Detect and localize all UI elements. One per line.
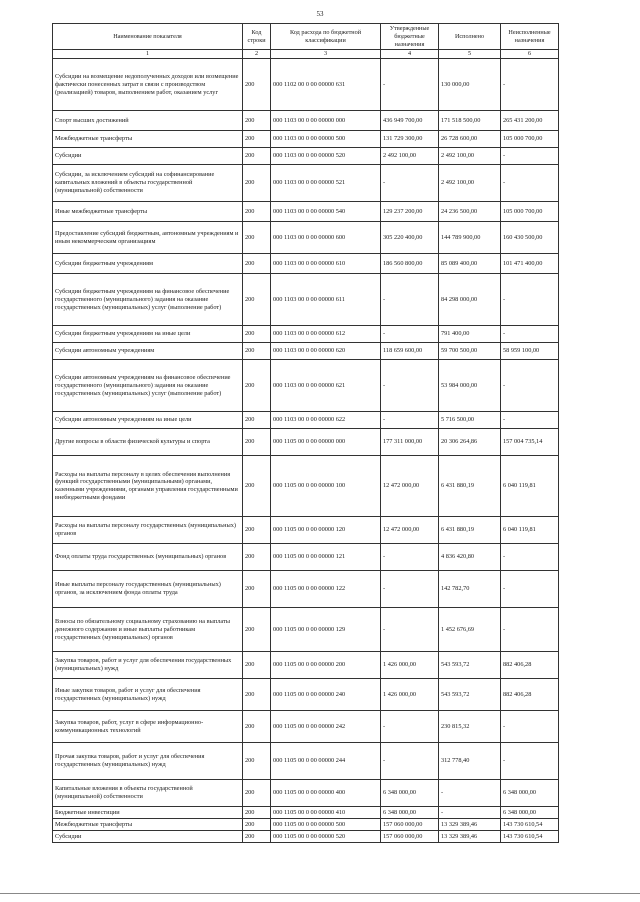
row-line-code-cell: 200 bbox=[243, 343, 271, 360]
row-expense-code-cell: 000 1105 00 0 00 00000 121 bbox=[271, 544, 381, 571]
row-expense-code-cell: 000 1103 00 0 00 00000 611 bbox=[271, 274, 381, 326]
row-unexecuted-cell: - bbox=[501, 59, 559, 111]
row-line-code-cell: 200 bbox=[243, 743, 271, 780]
column-number: 4 bbox=[381, 50, 439, 59]
row-name-cell: Субсидии bbox=[53, 831, 243, 843]
row-approved-cell: - bbox=[381, 165, 439, 202]
table-row bbox=[53, 343, 559, 360]
header-row bbox=[53, 24, 559, 50]
row-approved-cell: - bbox=[381, 608, 439, 652]
row-approved-cell: - bbox=[381, 274, 439, 326]
table-row bbox=[53, 679, 559, 711]
row-approved-cell: 12 472 000,00 bbox=[381, 456, 439, 517]
row-executed-cell: 26 728 600,00 bbox=[439, 131, 501, 148]
row-approved-cell: - bbox=[381, 571, 439, 608]
row-expense-code-cell: 000 1105 00 0 00 00000 400 bbox=[271, 780, 381, 807]
table-row bbox=[53, 360, 559, 412]
table-row bbox=[53, 831, 559, 843]
row-approved-cell: 1 426 000,00 bbox=[381, 652, 439, 679]
row-expense-code-cell: 000 1105 00 0 00 00000 000 bbox=[271, 429, 381, 456]
row-line-code-cell: 200 bbox=[243, 608, 271, 652]
row-name-cell: Субсидии автономным учреждениям на финансовое обеспечение государственного (муниципального) задания на оказание государственных (муниципальных) услуг (выполнение работ) bbox=[53, 360, 243, 412]
table-row bbox=[53, 148, 559, 165]
row-executed-cell: 84 298 000,00 bbox=[439, 274, 501, 326]
row-line-code-cell: 200 bbox=[243, 148, 271, 165]
row-approved-cell: - bbox=[381, 360, 439, 412]
row-expense-code-cell: 000 1105 00 0 00 00000 410 bbox=[271, 807, 381, 819]
row-executed-cell: 142 782,70 bbox=[439, 571, 501, 608]
column-number: 6 bbox=[501, 50, 559, 59]
row-line-code-cell: 200 bbox=[243, 571, 271, 608]
row-executed-cell: 171 518 500,00 bbox=[439, 111, 501, 131]
row-executed-cell: 2 492 100,00 bbox=[439, 148, 501, 165]
header-executed: Исполнено bbox=[439, 24, 501, 50]
row-expense-code-cell: 000 1103 00 0 00 00000 620 bbox=[271, 343, 381, 360]
row-expense-code-cell: 000 1105 00 0 00 00000 122 bbox=[271, 571, 381, 608]
column-number: 2 bbox=[243, 50, 271, 59]
row-line-code-cell: 200 bbox=[243, 456, 271, 517]
row-approved-cell: 177 311 000,00 bbox=[381, 429, 439, 456]
row-line-code-cell: 200 bbox=[243, 544, 271, 571]
row-executed-cell: 1 452 676,69 bbox=[439, 608, 501, 652]
row-line-code-cell: 200 bbox=[243, 360, 271, 412]
row-line-code-cell: 200 bbox=[243, 807, 271, 819]
row-expense-code-cell: 000 1105 00 0 00 00000 244 bbox=[271, 743, 381, 780]
row-line-code-cell: 200 bbox=[243, 254, 271, 274]
row-unexecuted-cell: - bbox=[501, 360, 559, 412]
header-unexecuted: Неисполненные назначения bbox=[501, 24, 559, 50]
row-unexecuted-cell: - bbox=[501, 544, 559, 571]
row-executed-cell: - bbox=[439, 780, 501, 807]
row-approved-cell: - bbox=[381, 711, 439, 743]
row-name-cell: Закупка товаров, работ и услуг для обеспечения государственных (муниципальных) нужд bbox=[53, 652, 243, 679]
row-approved-cell: - bbox=[381, 743, 439, 780]
row-name-cell: Иные выплаты персоналу государственных (муниципальных) органов, за исключением фонда оплаты труда bbox=[53, 571, 243, 608]
row-approved-cell: 6 348 000,00 bbox=[381, 780, 439, 807]
row-expense-code-cell: 000 1103 00 0 00 00000 000 bbox=[271, 111, 381, 131]
row-name-cell: Субсидии бюджетным учреждениям на финансовое обеспечение государственного (муниципального) задания на оказание государственных (муниципальных) услуг (выполнение работ) bbox=[53, 274, 243, 326]
table-row bbox=[53, 743, 559, 780]
row-unexecuted-cell: 6 348 000,00 bbox=[501, 807, 559, 819]
row-executed-cell: 59 700 500,00 bbox=[439, 343, 501, 360]
row-unexecuted-cell: - bbox=[501, 711, 559, 743]
row-approved-cell: 12 472 000,00 bbox=[381, 517, 439, 544]
row-unexecuted-cell: 157 004 735,14 bbox=[501, 429, 559, 456]
row-line-code-cell: 200 bbox=[243, 831, 271, 843]
row-unexecuted-cell: 160 430 500,00 bbox=[501, 222, 559, 254]
row-executed-cell: 2 492 100,00 bbox=[439, 165, 501, 202]
row-expense-code-cell: 000 1102 00 0 00 00000 631 bbox=[271, 59, 381, 111]
row-approved-cell: 186 560 800,00 bbox=[381, 254, 439, 274]
row-unexecuted-cell: 105 000 700,00 bbox=[501, 131, 559, 148]
table-row bbox=[53, 59, 559, 111]
table-row bbox=[53, 254, 559, 274]
row-name-cell: Субсидии bbox=[53, 148, 243, 165]
row-approved-cell: 129 237 200,00 bbox=[381, 202, 439, 222]
row-expense-code-cell: 000 1103 00 0 00 00000 622 bbox=[271, 412, 381, 429]
row-executed-cell: 6 431 880,19 bbox=[439, 517, 501, 544]
row-unexecuted-cell: - bbox=[501, 274, 559, 326]
row-unexecuted-cell: 143 730 610,54 bbox=[501, 831, 559, 843]
row-line-code-cell: 200 bbox=[243, 412, 271, 429]
row-executed-cell: 13 329 389,46 bbox=[439, 831, 501, 843]
row-unexecuted-cell: - bbox=[501, 743, 559, 780]
budget-execution-table bbox=[52, 23, 559, 843]
row-line-code-cell: 200 bbox=[243, 131, 271, 148]
row-name-cell: Предоставление субсидий бюджетным, автономным учреждениям и иным некоммерческим организациям bbox=[53, 222, 243, 254]
row-approved-cell: 305 220 400,00 bbox=[381, 222, 439, 254]
row-approved-cell: - bbox=[381, 544, 439, 571]
row-executed-cell: 6 431 880,19 bbox=[439, 456, 501, 517]
row-name-cell: Фонд оплаты труда государственных (муниципальных) органов bbox=[53, 544, 243, 571]
row-approved-cell: - bbox=[381, 326, 439, 343]
row-unexecuted-cell: 265 431 200,00 bbox=[501, 111, 559, 131]
row-approved-cell: 157 060 000,00 bbox=[381, 819, 439, 831]
table-row bbox=[53, 429, 559, 456]
row-unexecuted-cell: - bbox=[501, 326, 559, 343]
row-expense-code-cell: 000 1103 00 0 00 00000 520 bbox=[271, 148, 381, 165]
column-number: 3 bbox=[271, 50, 381, 59]
row-executed-cell: 85 089 400,00 bbox=[439, 254, 501, 274]
row-expense-code-cell: 000 1103 00 0 00 00000 521 bbox=[271, 165, 381, 202]
row-executed-cell: 24 236 500,00 bbox=[439, 202, 501, 222]
row-approved-cell: - bbox=[381, 412, 439, 429]
page-number: 53 bbox=[316, 10, 324, 18]
row-name-cell: Субсидии бюджетным учреждениям bbox=[53, 254, 243, 274]
row-approved-cell: 131 729 300,00 bbox=[381, 131, 439, 148]
row-unexecuted-cell: - bbox=[501, 165, 559, 202]
table-row bbox=[53, 131, 559, 148]
row-executed-cell: 13 329 389,46 bbox=[439, 819, 501, 831]
row-approved-cell: 157 060 000,00 bbox=[381, 831, 439, 843]
row-unexecuted-cell: 882 406,28 bbox=[501, 679, 559, 711]
row-expense-code-cell: 000 1105 00 0 00 00000 100 bbox=[271, 456, 381, 517]
row-line-code-cell: 200 bbox=[243, 711, 271, 743]
row-approved-cell: 6 348 000,00 bbox=[381, 807, 439, 819]
table-row bbox=[53, 780, 559, 807]
row-name-cell: Межбюджетные трансферты bbox=[53, 131, 243, 148]
row-unexecuted-cell: - bbox=[501, 148, 559, 165]
column-number: 1 bbox=[53, 50, 243, 59]
row-approved-cell: 1 426 000,00 bbox=[381, 679, 439, 711]
row-executed-cell: 312 778,40 bbox=[439, 743, 501, 780]
row-expense-code-cell: 000 1105 00 0 00 00000 240 bbox=[271, 679, 381, 711]
row-name-cell: Субсидии, за исключением субсидий на софинансирование капитальных вложений в объекты государственной (муниципальной) собственности bbox=[53, 165, 243, 202]
row-line-code-cell: 200 bbox=[243, 517, 271, 544]
row-unexecuted-cell: 6 040 119,81 bbox=[501, 517, 559, 544]
row-executed-cell: 4 836 420,80 bbox=[439, 544, 501, 571]
row-name-cell: Расходы на выплаты персоналу в целях обеспечения выполнения функций государственными (муниципальными) органами, казенными учреждениями, органами управления государственными внебюджетными фондами bbox=[53, 456, 243, 517]
row-approved-cell: 118 659 600,00 bbox=[381, 343, 439, 360]
row-expense-code-cell: 000 1105 00 0 00 00000 200 bbox=[271, 652, 381, 679]
row-unexecuted-cell: 882 406,28 bbox=[501, 652, 559, 679]
table-row bbox=[53, 202, 559, 222]
row-unexecuted-cell: 6 348 000,00 bbox=[501, 780, 559, 807]
row-expense-code-cell: 000 1103 00 0 00 00000 612 bbox=[271, 326, 381, 343]
row-approved-cell: 436 949 700,00 bbox=[381, 111, 439, 131]
header-indicator-name: Наименование показателя bbox=[53, 24, 243, 50]
row-approved-cell: - bbox=[381, 59, 439, 111]
row-line-code-cell: 200 bbox=[243, 652, 271, 679]
header-line-code: Код строки bbox=[243, 24, 271, 50]
row-line-code-cell: 200 bbox=[243, 326, 271, 343]
row-approved-cell: 2 492 100,00 bbox=[381, 148, 439, 165]
row-name-cell: Субсидии бюджетным учреждениям на иные цели bbox=[53, 326, 243, 343]
column-numbers-row bbox=[53, 50, 559, 59]
table-row bbox=[53, 711, 559, 743]
table-body bbox=[53, 59, 559, 843]
row-executed-cell: 230 815,32 bbox=[439, 711, 501, 743]
row-line-code-cell: 200 bbox=[243, 679, 271, 711]
row-name-cell: Бюджетные инвестиции bbox=[53, 807, 243, 819]
row-line-code-cell: 200 bbox=[243, 222, 271, 254]
table-row bbox=[53, 326, 559, 343]
row-unexecuted-cell: 105 000 700,00 bbox=[501, 202, 559, 222]
row-executed-cell: 543 593,72 bbox=[439, 679, 501, 711]
row-executed-cell: 543 593,72 bbox=[439, 652, 501, 679]
row-unexecuted-cell: 143 730 610,54 bbox=[501, 819, 559, 831]
row-line-code-cell: 200 bbox=[243, 274, 271, 326]
row-expense-code-cell: 000 1103 00 0 00 00000 600 bbox=[271, 222, 381, 254]
row-expense-code-cell: 000 1103 00 0 00 00000 500 bbox=[271, 131, 381, 148]
row-name-cell: Прочая закупка товаров, работ и услуг для обеспечения государственных (муниципальных) нужд bbox=[53, 743, 243, 780]
row-executed-cell: 20 306 264,86 bbox=[439, 429, 501, 456]
table-row bbox=[53, 456, 559, 517]
row-name-cell: Субсидии автономным учреждениям на иные цели bbox=[53, 412, 243, 429]
row-expense-code-cell: 000 1103 00 0 00 00000 621 bbox=[271, 360, 381, 412]
row-executed-cell: 53 984 000,00 bbox=[439, 360, 501, 412]
table-row bbox=[53, 544, 559, 571]
table-row bbox=[53, 652, 559, 679]
row-unexecuted-cell: 58 959 100,00 bbox=[501, 343, 559, 360]
row-expense-code-cell: 000 1105 00 0 00 00000 500 bbox=[271, 819, 381, 831]
row-expense-code-cell: 000 1105 00 0 00 00000 520 bbox=[271, 831, 381, 843]
table-row bbox=[53, 571, 559, 608]
row-name-cell: Иные закупки товаров, работ и услуг для обеспечения государственных (муниципальных) нужд bbox=[53, 679, 243, 711]
row-executed-cell: 5 716 500,00 bbox=[439, 412, 501, 429]
column-number: 5 bbox=[439, 50, 501, 59]
row-line-code-cell: 200 bbox=[243, 202, 271, 222]
table-row bbox=[53, 807, 559, 819]
table-row bbox=[53, 165, 559, 202]
row-unexecuted-cell: 6 040 119,81 bbox=[501, 456, 559, 517]
row-unexecuted-cell: - bbox=[501, 412, 559, 429]
row-expense-code-cell: 000 1103 00 0 00 00000 610 bbox=[271, 254, 381, 274]
row-executed-cell: 144 789 900,00 bbox=[439, 222, 501, 254]
row-line-code-cell: 200 bbox=[243, 59, 271, 111]
row-line-code-cell: 200 bbox=[243, 111, 271, 131]
table-row bbox=[53, 274, 559, 326]
table-row bbox=[53, 819, 559, 831]
row-expense-code-cell: 000 1105 00 0 00 00000 129 bbox=[271, 608, 381, 652]
row-expense-code-cell: 000 1105 00 0 00 00000 242 bbox=[271, 711, 381, 743]
row-expense-code-cell: 000 1103 00 0 00 00000 540 bbox=[271, 202, 381, 222]
row-executed-cell: - bbox=[439, 807, 501, 819]
table-row bbox=[53, 608, 559, 652]
row-unexecuted-cell: 101 471 400,00 bbox=[501, 254, 559, 274]
table-row bbox=[53, 412, 559, 429]
row-name-cell: Капитальные вложения в объекты государственной (муниципальной) собственности bbox=[53, 780, 243, 807]
row-name-cell: Субсидии на возмещение недополученных доходов или возмещение фактически понесенных затрат в связи с производством (реализацией) товаров, выполнением работ, оказанием услуг bbox=[53, 59, 243, 111]
row-line-code-cell: 200 bbox=[243, 819, 271, 831]
row-line-code-cell: 200 bbox=[243, 429, 271, 456]
table-row bbox=[53, 111, 559, 131]
row-executed-cell: 791 400,00 bbox=[439, 326, 501, 343]
row-line-code-cell: 200 bbox=[243, 780, 271, 807]
row-name-cell: Взносы по обязательному социальному страхованию на выплаты денежного содержания и иные выплаты работникам государственных (муниципальных) органов bbox=[53, 608, 243, 652]
page-bottom-divider bbox=[0, 893, 640, 894]
row-line-code-cell: 200 bbox=[243, 165, 271, 202]
row-executed-cell: 130 000,00 bbox=[439, 59, 501, 111]
row-name-cell: Другие вопросы в области физической культуры и спорта bbox=[53, 429, 243, 456]
row-name-cell: Расходы на выплаты персоналу государственных (муниципальных) органов bbox=[53, 517, 243, 544]
row-expense-code-cell: 000 1105 00 0 00 00000 120 bbox=[271, 517, 381, 544]
header-expense-code: Код расхода по бюджетной классификации bbox=[271, 24, 381, 50]
row-name-cell: Спорт высших достижений bbox=[53, 111, 243, 131]
table-row bbox=[53, 222, 559, 254]
row-unexecuted-cell: - bbox=[501, 571, 559, 608]
table-row bbox=[53, 517, 559, 544]
row-name-cell: Иные межбюджетные трансферты bbox=[53, 202, 243, 222]
header-approved: Утвержденные бюджетные назначения bbox=[381, 24, 439, 50]
row-name-cell: Субсидии автономным учреждениям bbox=[53, 343, 243, 360]
row-unexecuted-cell: - bbox=[501, 608, 559, 652]
row-name-cell: Межбюджетные трансферты bbox=[53, 819, 243, 831]
row-name-cell: Закупка товаров, работ, услуг в сфере информационно-коммуникационных технологий bbox=[53, 711, 243, 743]
